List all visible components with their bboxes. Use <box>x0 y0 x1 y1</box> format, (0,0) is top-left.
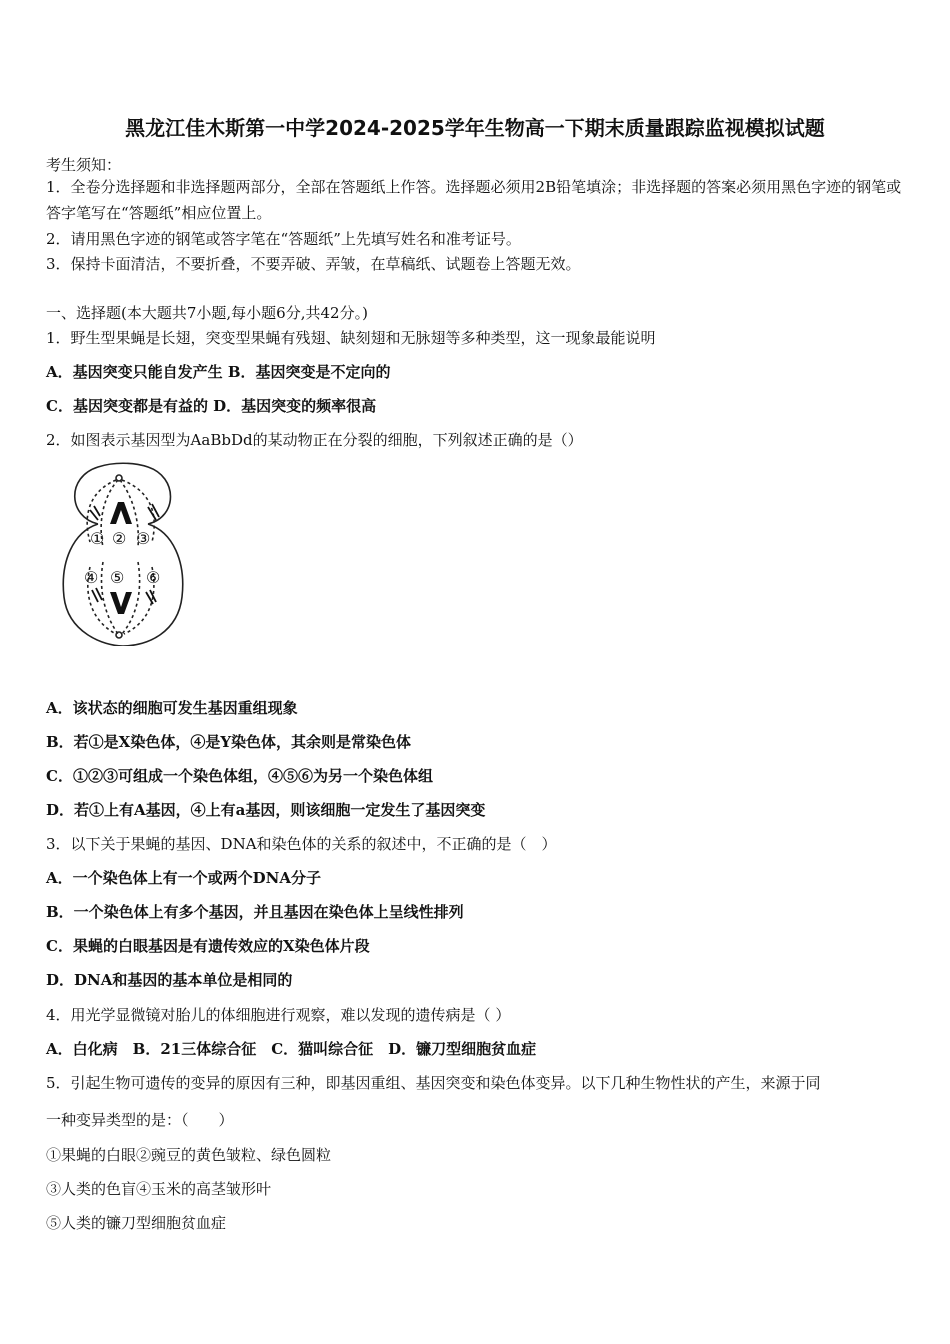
label-2: ② <box>112 529 127 548</box>
question-2-stem: 2．如图表示基因型为AaBbDd的某动物正在分裂的细胞，下列叙述正确的是（） <box>46 431 583 449</box>
question-1-options-row-2: C．基因突变都是有益的 D．基因突变的频率很高 <box>46 397 377 415</box>
question-3-stem: 3．以下关于果蝇的基因、DNA和染色体的关系的叙述中，不正确的是（ ） <box>46 835 557 853</box>
notice-item-2: 2．请用黑色字迹的钢笔或答字笔在“答题纸”上先填写姓名和准考证号。 <box>46 230 521 248</box>
label-5: ⑤ <box>110 568 125 587</box>
question-5-stem-line-1: 5．引起生物可遗传的变异的原因有三种，即基因重组、基因突变和染色体变异。以下几种生物性状的产生，来源于同 <box>46 1074 821 1092</box>
question-2-option-a: A．该状态的细胞可发生基因重组现象 <box>46 699 298 717</box>
question-2-option-c: C．①②③可组成一个染色体组，④⑤⑥为另一个染色体组 <box>46 767 433 785</box>
question-4-options: A．白化病 B．21三体综合征 C．猫叫综合征 D．镰刀型细胞贫血症 <box>46 1040 537 1058</box>
label-6: ⑥ <box>146 568 161 587</box>
question-3-option-c: C．果蝇的白眼基因是有遗传效应的X染色体片段 <box>46 937 370 955</box>
question-2-option-d: D．若①上有A基因，④上有a基因，则该细胞一定发生了基因突变 <box>46 801 486 819</box>
question-5-item-row-2: ③人类的色盲④玉米的高茎皱形叶 <box>46 1180 272 1198</box>
dividing-cell-diagram <box>58 462 188 646</box>
question-3-option-b: B．一个染色体上有多个基因，并且基因在染色体上呈线性排列 <box>46 903 464 921</box>
section-heading: 一、选择题(本大题共7小题,每小题6分,共42分。) <box>46 304 368 322</box>
notice-heading: 考生须知： <box>46 156 122 174</box>
question-5-item-row-3: ⑤人类的镰刀型细胞贫血症 <box>46 1214 227 1232</box>
question-1-options-row-1: A．基因突变只能自发产生 B．基因突变是不定向的 <box>46 363 391 381</box>
question-5-item-row-1: ①果蝇的白眼②豌豆的黄色皱粒、绿色圆粒 <box>46 1146 332 1164</box>
question-5-stem-line-2: 一种变异类型的是：（ ） <box>46 1111 234 1129</box>
notice-item-3: 3．保持卡面清洁，不要折叠，不要弄破、弄皱，在草稿纸、试题卷上答题无效。 <box>46 255 581 273</box>
page-title: 黑龙江佳木斯第一中学2024-2025学年生物高一下期末质量跟踪监视模拟试题 <box>125 116 825 140</box>
label-3: ③ <box>136 529 151 548</box>
label-1: ① <box>90 529 105 548</box>
label-4: ④ <box>84 568 99 587</box>
question-2-option-b: B．若①是X染色体，④是Y染色体，其余则是常染色体 <box>46 733 412 751</box>
question-3-option-a: A．一个染色体上有一个或两个DNA分子 <box>46 869 321 887</box>
question-4-stem: 4．用光学显微镜对胎儿的体细胞进行观察，难以发现的遗传病是（ ） <box>46 1006 511 1024</box>
question-1-stem: 1．野生型果蝇是长翅，突变型果蝇有残翅、缺刻翅和无脉翅等多种类型，这一现象最能说明 <box>46 329 656 347</box>
notice-item-1: 1．全卷分选择题和非选择题两部分，全部在答题纸上作答。选择题必须用2B铅笔填涂；非选择题的答案必须用黑色字迹的钢笔或答字笔写在“答题纸”相应位置上。 <box>46 178 902 222</box>
question-3-option-d: D．DNA和基因的基本单位是相同的 <box>46 971 293 989</box>
